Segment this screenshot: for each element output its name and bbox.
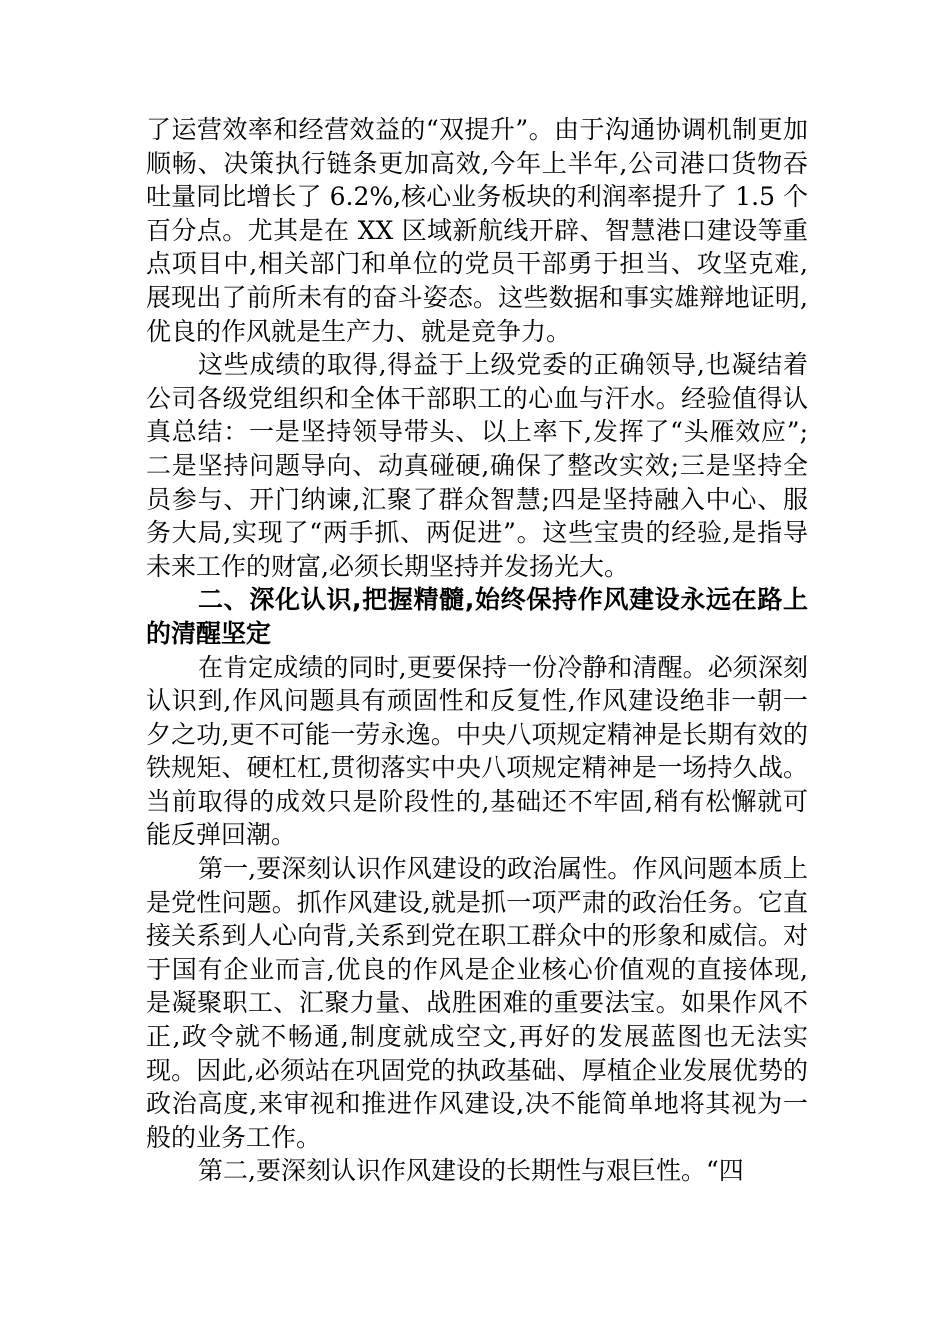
paragraph-point-two: 第二,要深刻认识作风建设的长期性与艰巨性。“四: [198, 1156, 744, 1186]
paragraph-point-one: 第一,要深刻认识作风建设的政治属性。作风问题本质上是党性问题。抓作风建设,就是抓一项严肃的政治任务。它直接关系到人心向背,关系到党在职工群众中的形象和威信。对于国有企业而言,优良的作风是企业核心价值观的直接体现,是凝聚职工、汇聚力量、战胜困难的重要法宝。如果作风不正,政令就不畅通,制度就成空文,再好的发展蓝图也无法实现。因此,必须站在巩固党的执政基础、厚植企业发展优势的政治高度,来审视和推进作风建设,决不能简单地将其视为一般的业务工作。: [146, 854, 808, 1152]
paragraph-awareness: 在肯定成绩的同时,更要保持一份冷静和清醒。必须深刻认识到,作风问题具有顽固性和反复性,作风建设绝非一朝一夕之功,更不可能一劳永逸。中央八项规定精神是长期有效的铁规矩、硬杠杠,贯彻落实中央八项规定精神是一场持久战。当前取得的成效只是阶段性的,基础还不牢固,稍有松懈就可能反弹回潮。: [146, 652, 808, 850]
section-heading: 二、深化认识,把握精髓,始终保持作风建设永远在路上的清醒坚定: [146, 585, 808, 648]
document-body: [146, 113, 808, 1188]
paragraph-experience: 这些成绩的取得,得益于上级党委的正确领导,也凝结着公司各级党组织和全体干部职工的心血与汗水。经验值得认真总结：一是坚持领导带头、以上率下,发挥了“头雁效应”;二是坚持问题导向、动真碰硬,确保了整改实效;三是坚持全员参与、开门纳谏,汇聚了群众智慧;四是坚持融入中心、服务大局,实现了“两手抓、两促进”。这些宝贵的经验,是指导未来工作的财富,必须长期坚持并发扬光大。: [146, 350, 808, 581]
paragraph-continuation: 了运营效率和经营效益的“双提升”。由于沟通协调机制更加顺畅、决策执行链条更加高效,今年上半年,公司港口货物吞吐量同比增长了 6.2%,核心业务板块的利润率提升了 1.5 个百分点。尤其是在 XX 区域新航线开辟、智慧港口建设等重点项目中,相关部门和单位的党员干部勇于担当、攻坚克难,展现出了前所未有的奋斗姿态。这些数据和事实雄辩地证明,优良的作风就是生产力、就是竞争力。: [146, 115, 808, 346]
